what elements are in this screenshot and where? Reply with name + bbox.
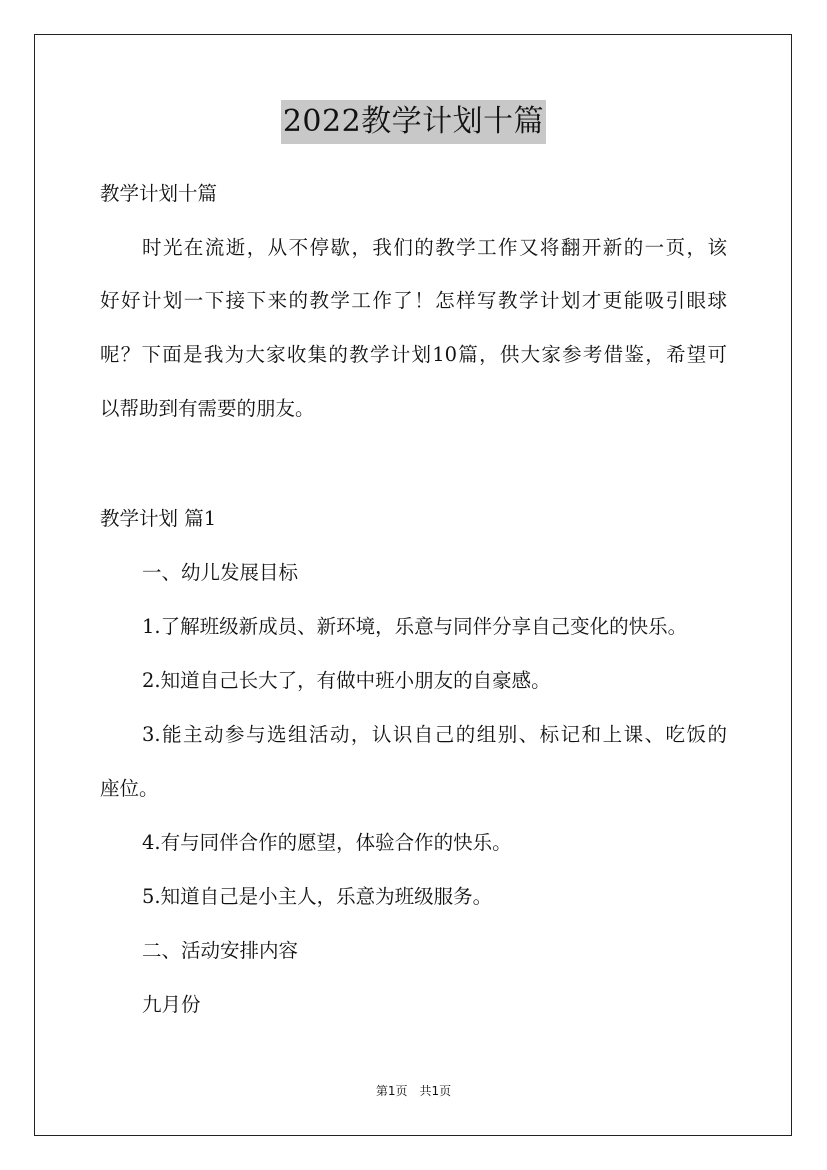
intro-line-2: 好好计划一下接下来的教学工作了！怎样写教学计划才更能吸引眼球 — [100, 289, 727, 312]
heading-activities: 二、活动安排内容 — [142, 939, 299, 962]
goal-item-2: 2.知道自己长大了，有做中班小朋友的自豪感。 — [142, 669, 551, 692]
goal-item-3-continued: 座位。 — [100, 777, 159, 800]
goal-item-3: 3.能主动参与选组活动，认识自己的组别、标记和上课、吃饭的 — [142, 723, 727, 746]
subtitle: 教学计划十篇 — [100, 182, 218, 205]
goal-item-4: 4.有与同伴合作的愿望，体验合作的快乐。 — [142, 831, 512, 854]
month-label: 九月份 — [142, 993, 201, 1016]
intro-line-1: 时光在流逝，从不停歇，我们的教学工作又将翻开新的一页，该 — [142, 236, 727, 259]
section-title: 教学计划 篇1 — [100, 507, 217, 530]
goal-item-5: 5.知道自己是小主人，乐意为班级服务。 — [142, 885, 493, 908]
page-footer: 第1页 共1页 — [375, 1084, 452, 1098]
document-title-wrapper — [0, 100, 827, 144]
goal-item-1: 1.了解班级新成员、新环境，乐意与同伴分享自己变化的快乐。 — [142, 615, 688, 638]
heading-goals: 一、幼儿发展目标 — [142, 561, 299, 584]
intro-line-4: 以帮助到有需要的朋友。 — [100, 397, 315, 420]
document-title: 2022教学计划十篇 — [281, 100, 546, 144]
intro-line-3: 呢？下面是我为大家收集的教学计划10篇，供大家参考借鉴，希望可 — [100, 343, 727, 366]
